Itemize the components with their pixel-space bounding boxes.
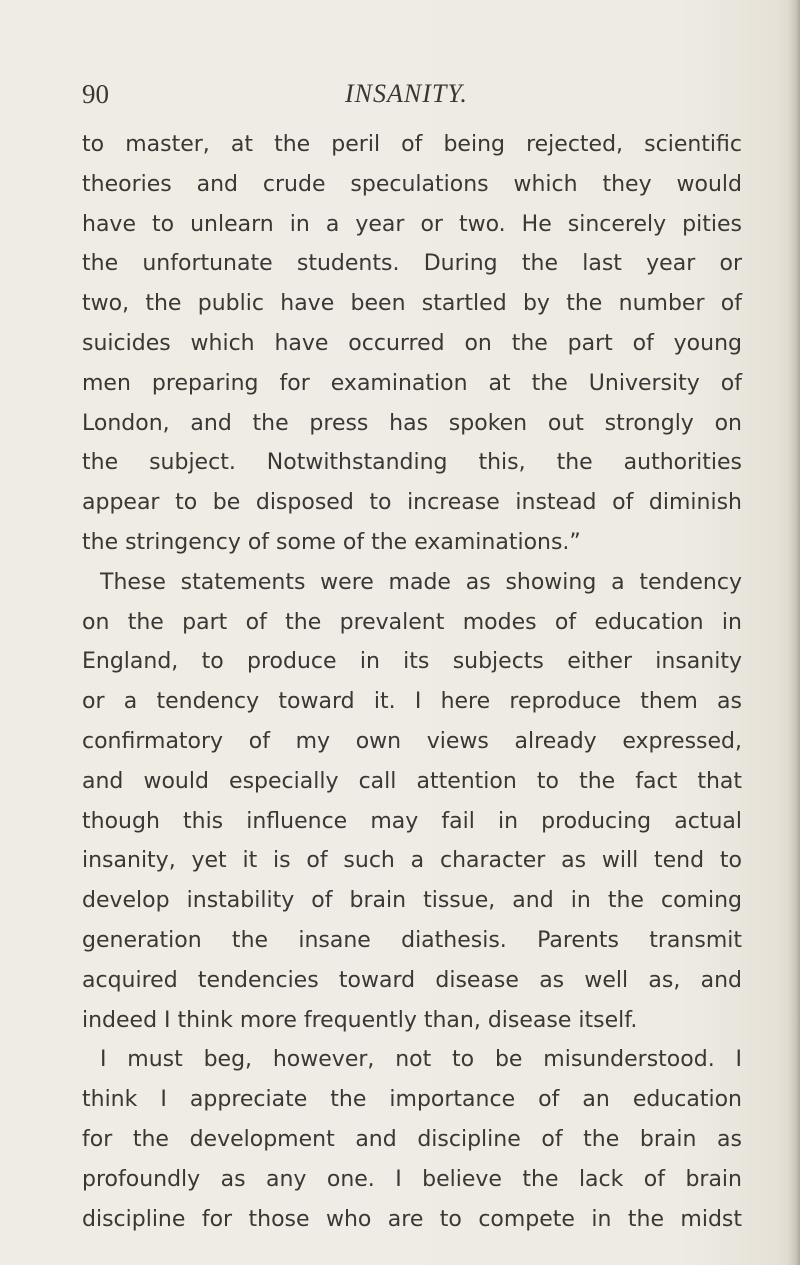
text-line: the stringency of some of the examinations.”	[82, 529, 581, 555]
text-line: men preparing for examination at the University of	[82, 370, 742, 396]
text-line: develop instability of brain tissue, and in the coming	[82, 888, 742, 914]
text-line: and would especially call attention to the fact that	[82, 768, 742, 794]
text-line: think I appreciate the importance of an education	[82, 1087, 742, 1113]
text-line: suicides which have occurred on the part of young	[82, 330, 742, 356]
text-line: These statements were made as showing a tendency	[100, 569, 742, 595]
text-line: generation the insane diathesis. Parents transmit	[82, 927, 742, 953]
text-line: for the development and discipline of the brain as	[82, 1126, 742, 1152]
text-line: England, to produce in its subjects either insanity	[82, 649, 742, 675]
text-line: acquired tendencies toward disease as well as, and	[82, 967, 742, 993]
text-line: two, the public have been startled by the number of	[82, 291, 742, 317]
running-title: INSANITY.	[345, 79, 468, 108]
text-line: to master, at the peril of being rejected, scientific	[82, 132, 742, 157]
text-line: or a tendency toward it. I here reproduce them as	[82, 689, 742, 715]
text-line: confirmatory of my own views already expressed,	[82, 728, 742, 754]
text-line: profoundly as any one. I believe the lack of brain	[82, 1166, 742, 1192]
text-line: London, and the press has spoken out strongly on	[82, 410, 742, 436]
text-line: the subject. Notwithstanding this, the authorities	[82, 450, 742, 476]
text-line: appear to be disposed to increase instead of diminish	[82, 490, 742, 516]
text-line: theories and crude speculations which they would	[82, 171, 742, 197]
text-line: though this influence may fail in producing actual	[82, 808, 742, 834]
text-line: have to unlearn in a year or two. He sincerely pities	[82, 211, 742, 237]
body-text	[82, 125, 742, 1239]
text-line: the unfortunate students. During the last year or	[82, 251, 742, 277]
page-number: 90	[82, 79, 109, 109]
running-head	[82, 76, 722, 112]
page-edge-shadow	[788, 0, 800, 1265]
text-line: indeed I think more frequently than, disease itself.	[82, 1007, 638, 1033]
text-line: discipline for those who are to compete in the midst	[82, 1206, 742, 1232]
text-line: on the part of the prevalent modes of education in	[82, 609, 742, 635]
text-line: I must beg, however, not to be misunderstood. I	[100, 1047, 742, 1073]
text-line: insanity, yet it is of such a character as will tend to	[82, 848, 742, 874]
